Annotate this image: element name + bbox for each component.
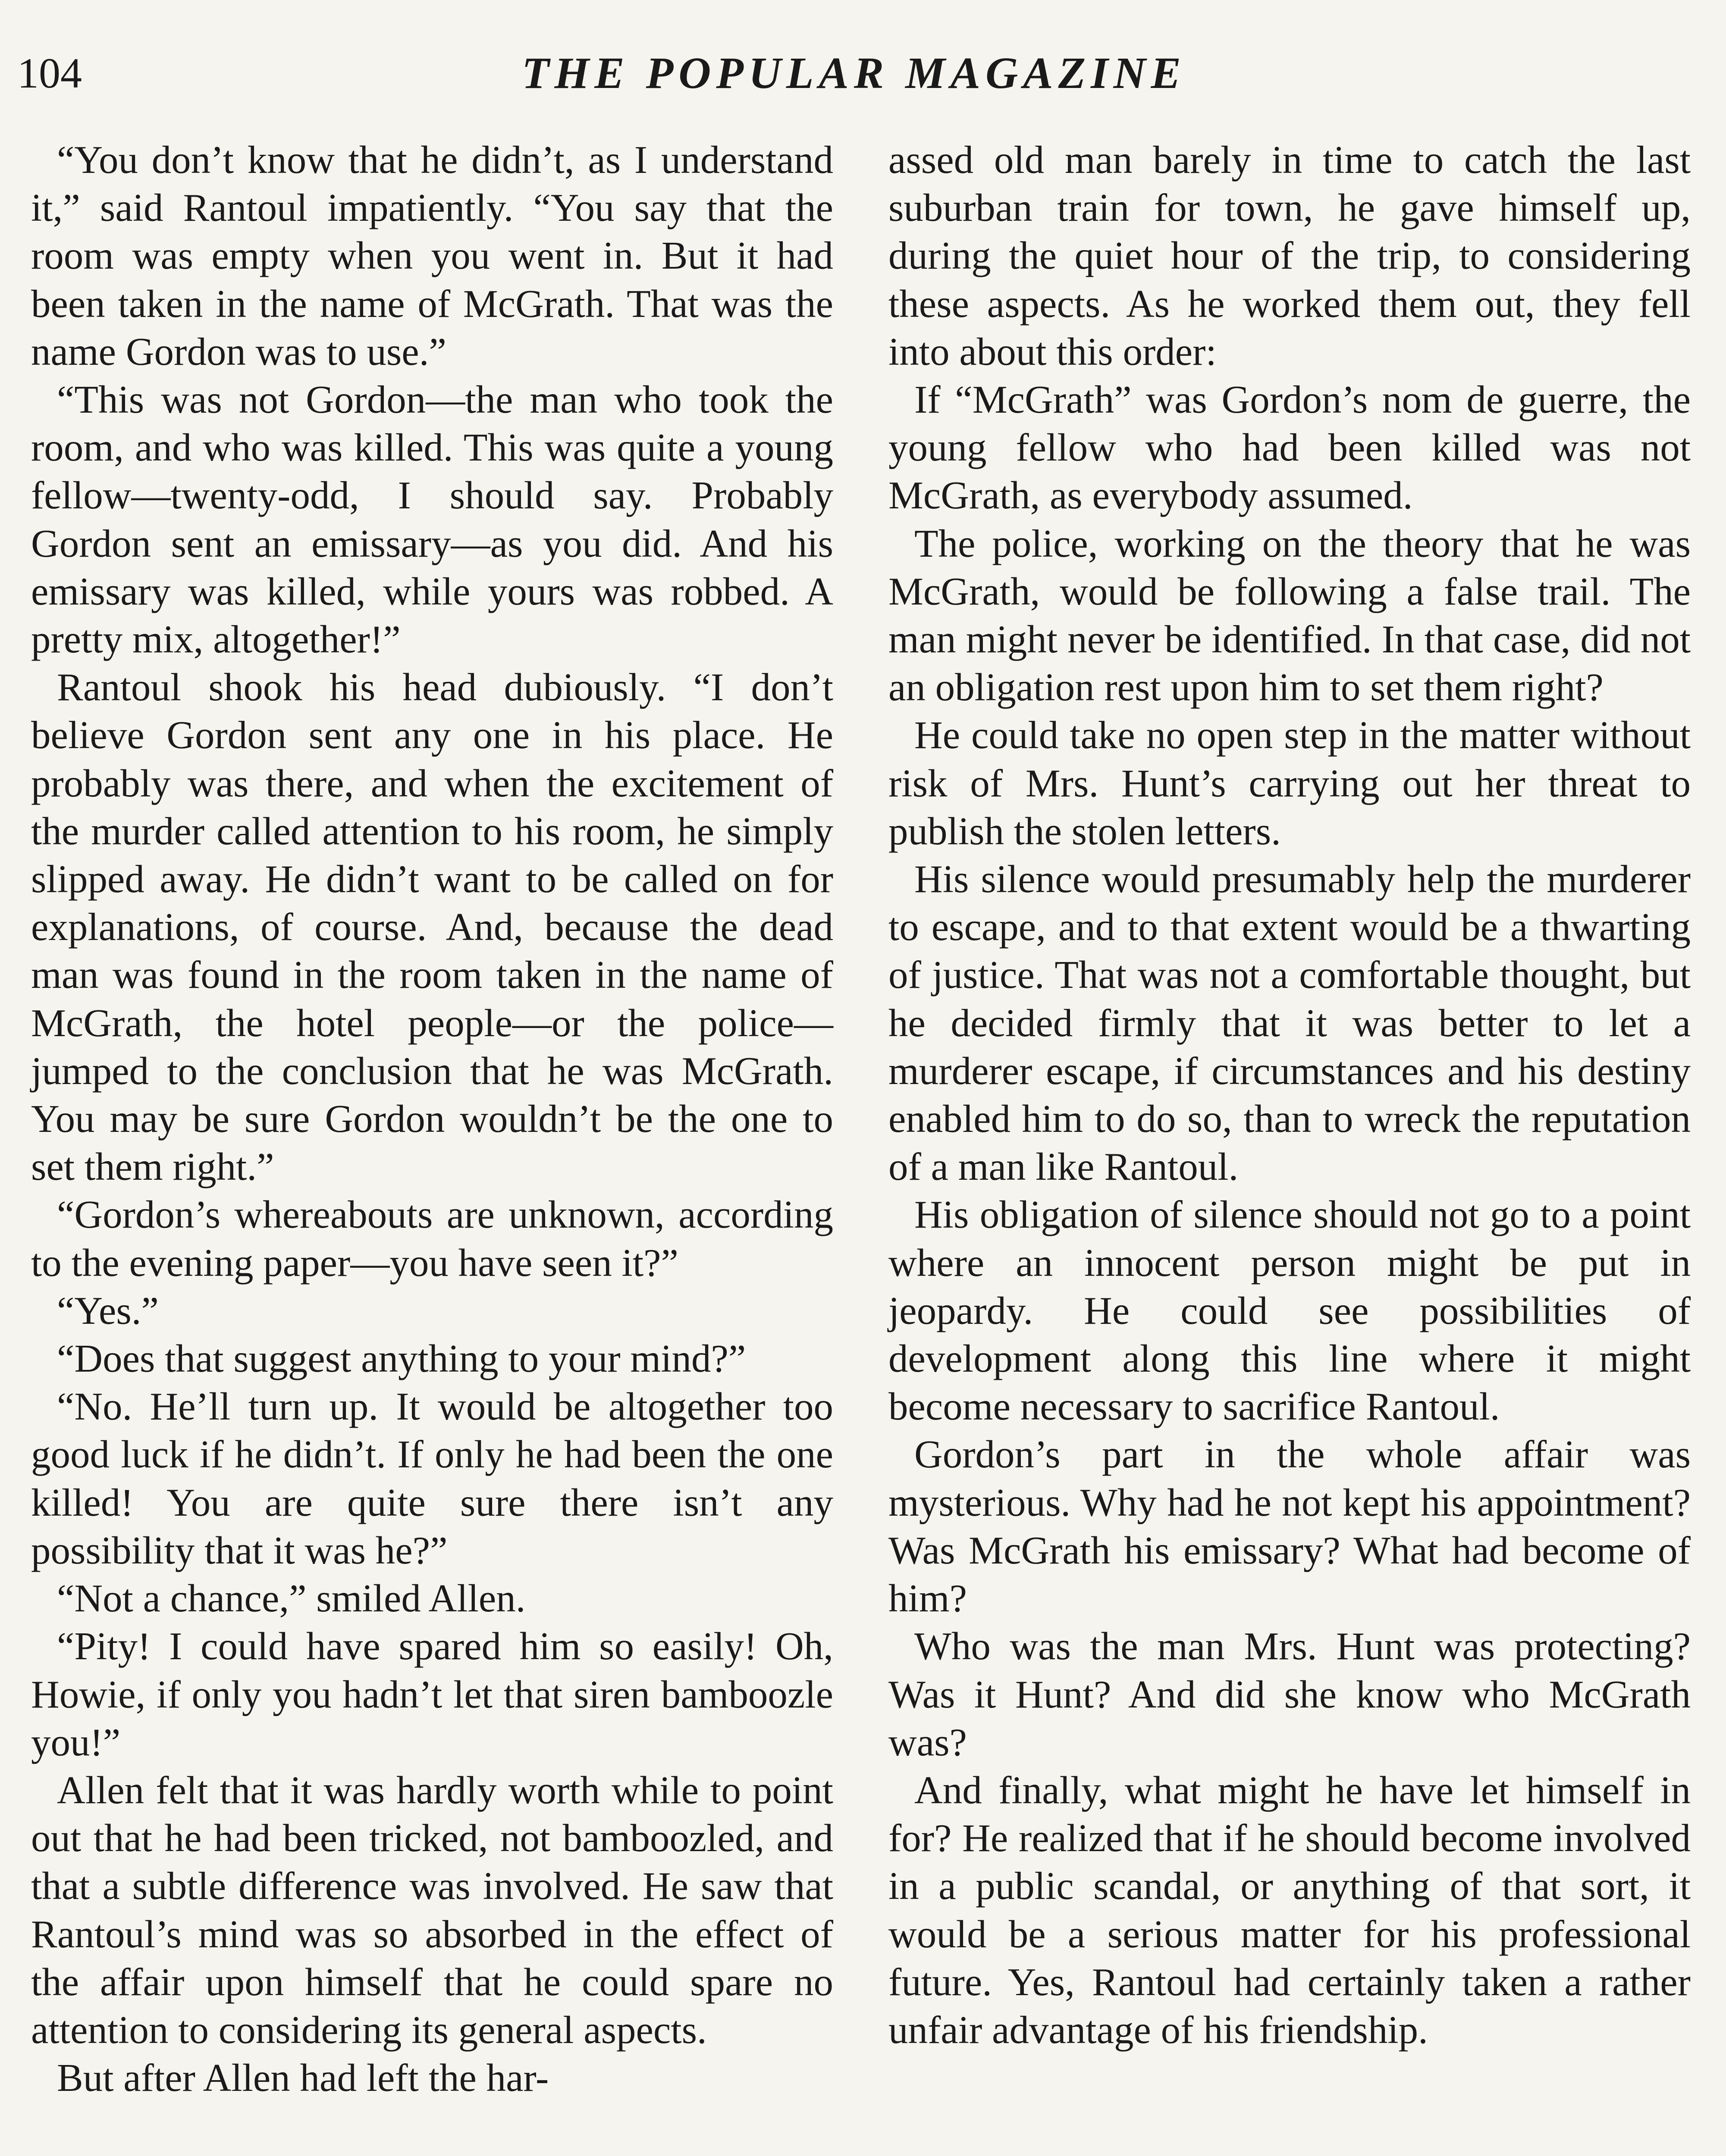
page-number: 104 bbox=[17, 49, 82, 97]
paragraph: “Does that suggest anything to your mind?” bbox=[57, 1337, 746, 1381]
paragraph: “You don’t know that he didn’t, as I understand it,” said Rantoul impatiently. “You say that the room was empty when you went in. But it had been taken in the name of McGrath. That was the name Gordon was to use.” bbox=[31, 138, 833, 373]
paragraph: Who was the man Mrs. Hunt was protecting? Was it Hunt? And did she know who McGrath was? bbox=[888, 1624, 1691, 1764]
right-column bbox=[888, 136, 1691, 2054]
paragraph: The police, working on the theory that he was McGrath, would be following a false trail. The man might never be identified. In that case, did not an obligation rest upon him to set them right? bbox=[888, 521, 1691, 709]
paragraph: Rantoul shook his head dubiously. “I don’t believe Gordon sent any one in his place. He probably was there, and when the excitement of the murder called attention to his room, he simply slipped away. He didn’t want to be called on for explanations, of course. And, because the dead man was found in the room taken in the name of McGrath, the hotel people—or the police—jumped to the conclusion that he was McGrath. You may be sure Gordon wouldn’t be the one to set them right.” bbox=[31, 665, 833, 1189]
paragraph: And finally, what might he have let himself in for? He realized that if he should become involved in a public scandal, or anything of that sort, it would be a serious matter for his professional future. Yes, Rantoul had certainly taken a rather unfair advantage of his friendship. bbox=[888, 1768, 1691, 2052]
paragraph: But after Allen had left the har- bbox=[57, 2056, 549, 2100]
left-column bbox=[31, 136, 833, 2102]
paragraph: His silence would presumably help the murderer to escape, and to that extent would be a thwarting of justice. That was not a comfortable thought, but he decided firmly that it was better to let a murderer escape, if circumstances and his destiny enabled him to do so, than to wreck the reputation of a man like Rantoul. bbox=[888, 857, 1691, 1189]
paragraph-continued: assed old man barely in time to catch the last suburban train for town, he gave himself up, during the quiet hour of the trip, to considering these aspects. As he worked them out, they fell into about this order: bbox=[888, 138, 1691, 373]
paragraph: “No. He’ll turn up. It would be altogether too good luck if he didn’t. If only he had been the one killed! You are quite sure there isn’t any possibility that it was he?” bbox=[31, 1385, 833, 1572]
paragraph: If “McGrath” was Gordon’s nom de guerre, the young fellow who had been killed was not McGrath, as everybody assumed. bbox=[888, 378, 1691, 517]
paragraph: “Pity! I could have spared him so easily! Oh, Howie, if only you hadn’t let that siren bamboozle you!” bbox=[31, 1624, 833, 1764]
paragraph: “Gordon’s whereabouts are unknown, according to the evening paper—you have seen it?” bbox=[31, 1193, 833, 1285]
paragraph: “This was not Gordon—the man who took the room, and who was killed. This was quite a young fellow—twenty-odd, I should say. Probably Gordon sent an emissary—as you did. And his emissary was killed, while yours was robbed. A pretty mix, altogether!” bbox=[31, 378, 833, 661]
paragraph: “Not a chance,” smiled Allen. bbox=[57, 1576, 526, 1620]
paragraph: Allen felt that it was hardly worth while to point out that he had been tricked, not bamboozled, and that a subtle difference was involved. He saw that Rantoul’s mind was so absorbed in the effect of the affair upon himself that he could spare no attention to considering its general aspects. bbox=[31, 1768, 833, 2052]
paragraph: “Yes.” bbox=[57, 1288, 159, 1332]
page-header bbox=[17, 41, 1691, 106]
paragraph: His obligation of silence should not go to a point where an innocent person might be put in jeopardy. He could see possibilities of development along this line where it might become necessary to sacrifice Rantoul. bbox=[888, 1193, 1691, 1429]
paragraph: He could take no open step in the matter without risk of Mrs. Hunt’s carrying out her threat to publish the stolen letters. bbox=[888, 713, 1691, 853]
magazine-title: THE POPULAR MAGAZINE bbox=[521, 48, 1186, 98]
paragraph: Gordon’s part in the whole affair was mysterious. Why had he not kept his appointment? Was McGrath his emissary? What had become of him? bbox=[888, 1432, 1691, 1620]
